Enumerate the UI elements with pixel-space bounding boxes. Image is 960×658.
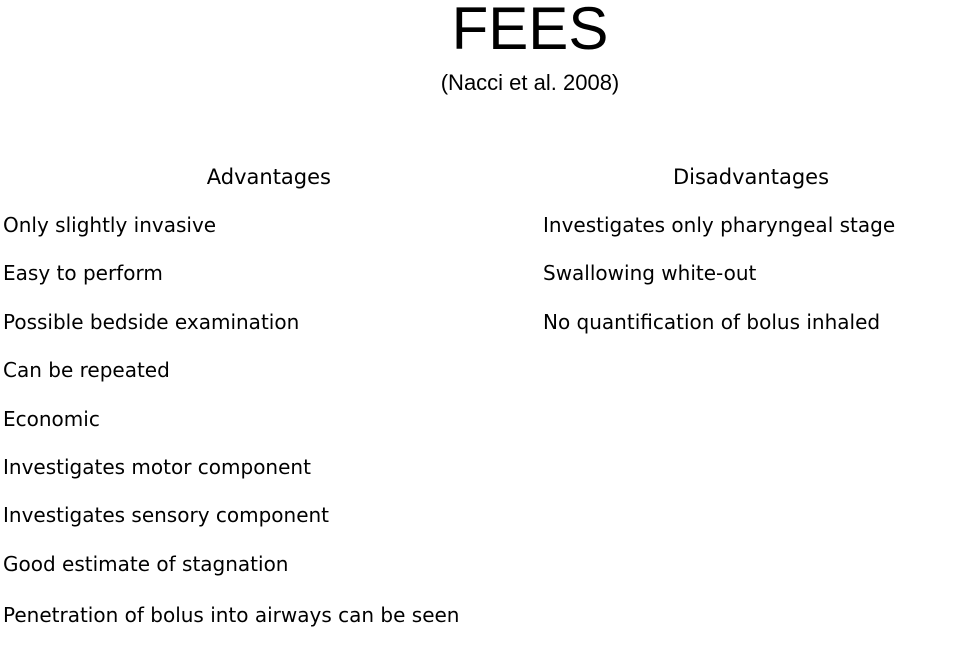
disadvantage-item: Swallowing white-out (543, 261, 757, 286)
slide-citation: (Nacci et al. 2008) (440, 70, 620, 95)
advantage-item: Investigates motor component (3, 454, 311, 479)
advantages-list (3, 210, 503, 633)
disadvantage-item: Investigates only pharyngeal stage (543, 213, 896, 237)
advantage-item: Possible bedside examination (3, 309, 300, 334)
advantage-item: Penetration of bolus into airways can be seen (3, 603, 460, 628)
disadvantages-list (543, 210, 960, 355)
advantage-item: Easy to perform (3, 261, 163, 286)
disadvantage-item: No quantification of bolus inhaled (543, 309, 881, 334)
advantages-header: Advantages (206, 165, 331, 189)
slide-title: FEES (451, 0, 609, 62)
advantage-item: Good estimate of stagnation (3, 551, 289, 576)
advantage-item: Economic (3, 406, 100, 431)
advantage-item: Investigates sensory component (3, 503, 330, 528)
advantage-item: Only slightly invasive (3, 213, 217, 237)
advantage-item: Can be repeated (3, 358, 170, 383)
disadvantages-header: Disadvantages (672, 165, 830, 189)
